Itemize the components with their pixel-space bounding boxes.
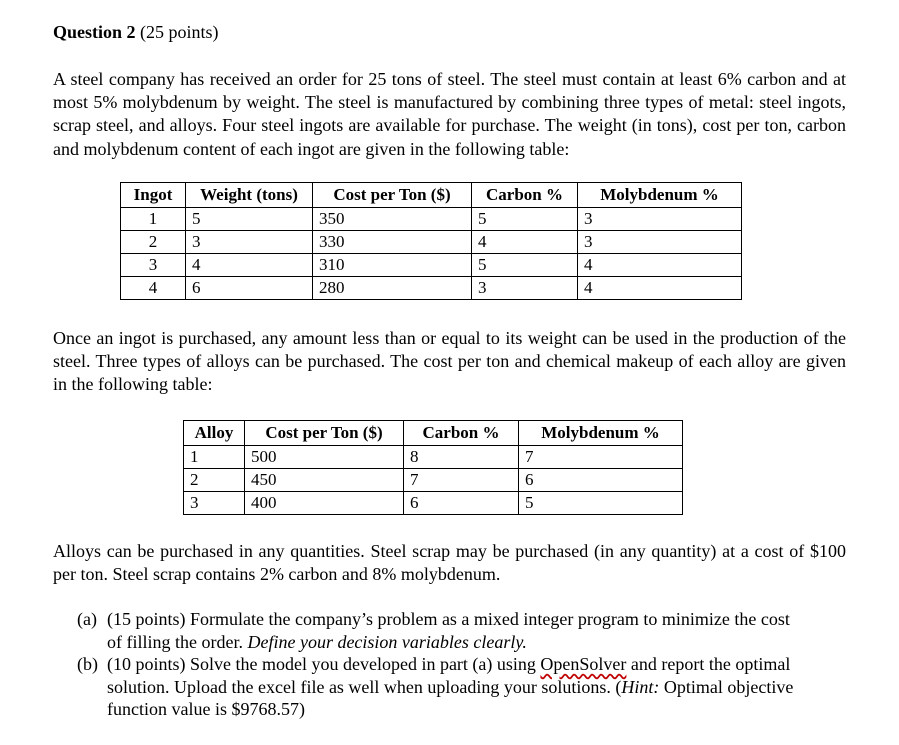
- table-cell: 1: [121, 208, 186, 231]
- table-cell: 4: [186, 254, 313, 277]
- table-cell: 5: [519, 492, 683, 515]
- table-cell: 3: [186, 231, 313, 254]
- table-cell: 7: [519, 446, 683, 469]
- part-a-italic: Define your decision variables clearly.: [247, 631, 527, 652]
- table-cell: 3: [472, 277, 578, 300]
- table-cell: 5: [186, 208, 313, 231]
- table-row: [121, 277, 742, 300]
- ingot-header-cost: Cost per Ton ($): [313, 183, 472, 208]
- table-cell: 4: [578, 277, 742, 300]
- table-cell: 7: [404, 469, 519, 492]
- table-cell: 4: [472, 231, 578, 254]
- question-heading: [53, 22, 219, 43]
- alloy-header-molybdenum: Molybdenum %: [519, 421, 683, 446]
- table-cell: 310: [313, 254, 472, 277]
- table-row: [121, 208, 742, 231]
- scrap-paragraph: Alloys can be purchased in any quantities. Steel scrap may be purchased (in any quantity) at a cost of $100 per ton. Steel scrap contains 2% carbon and 8% molybdenum.: [53, 541, 846, 585]
- table-cell: 400: [245, 492, 404, 515]
- ingot-table: [120, 182, 742, 300]
- part-a-text: (15 points) Formulate the company’s problem as a mixed integer program to minimize the cost of filling the order.: [107, 609, 790, 652]
- question-points: (25 points): [140, 22, 219, 42]
- intro-paragraph: A steel company has received an order for 25 tons of steel. The steel must contain at least 6% carbon and at most 5% molybdenum by weight. The steel is manufactured by combining three types of metal: steel ingots, scrap steel, and alloys. Four steel ingots are available for purchase. The weight (in tons), cost per ton, carbon and molybdenum content of each ingot are given in the following table:: [53, 69, 846, 159]
- table-cell: 6: [186, 277, 313, 300]
- table-cell: 6: [519, 469, 683, 492]
- table-cell: 3: [184, 492, 245, 515]
- table-cell: 350: [313, 208, 472, 231]
- ingot-table-header-row: [121, 183, 742, 208]
- alloy-header-cost: Cost per Ton ($): [245, 421, 404, 446]
- ingot-header-molybdenum: Molybdenum %: [578, 183, 742, 208]
- table-cell: 3: [578, 231, 742, 254]
- table-cell: 3: [578, 208, 742, 231]
- hint-text: Optimal objective function value is $9768.57): [107, 676, 794, 720]
- part-b-post: and report the optimal solution. Upload the excel file as well when uploading your solutions. (: [107, 654, 791, 697]
- alloy-table-header-row: [184, 421, 683, 446]
- table-row: [184, 446, 683, 469]
- table-cell: 6: [404, 492, 519, 515]
- ingot-header-weight: Weight (tons): [186, 183, 313, 208]
- table-cell: 4: [121, 277, 186, 300]
- part-a: [77, 608, 807, 653]
- question-parts: [77, 608, 807, 721]
- ingot-header-carbon: Carbon %: [472, 183, 578, 208]
- table-cell: 2: [184, 469, 245, 492]
- table-cell: 280: [313, 277, 472, 300]
- table-cell: 330: [313, 231, 472, 254]
- table-cell: 500: [245, 446, 404, 469]
- alloy-header-alloy: Alloy: [184, 421, 245, 446]
- middle-paragraph: Once an ingot is purchased, any amount less than or equal to its weight can be used in the production of the steel. Three types of alloys can be purchased. The cost per ton and chemical makeup of each alloy are given in the following table:: [53, 328, 846, 395]
- table-cell: 1: [184, 446, 245, 469]
- alloy-table: [183, 420, 683, 515]
- table-cell: 8: [404, 446, 519, 469]
- question-title: Question 2: [53, 22, 136, 42]
- ingot-header-ingot: Ingot: [121, 183, 186, 208]
- table-cell: 5: [472, 208, 578, 231]
- part-a-label: (a): [77, 609, 97, 629]
- part-b: [77, 653, 807, 721]
- table-row: [121, 231, 742, 254]
- part-b-label: (b): [77, 654, 98, 675]
- table-row: [184, 469, 683, 492]
- table-cell: 450: [245, 469, 404, 492]
- table-cell: 4: [578, 254, 742, 277]
- table-cell: 5: [472, 254, 578, 277]
- hint-label: Hint:: [621, 676, 660, 697]
- alloy-header-carbon: Carbon %: [404, 421, 519, 446]
- software-name: OpenSolver: [540, 654, 627, 675]
- table-row: [121, 254, 742, 277]
- table-row: [184, 492, 683, 515]
- part-b-pre: (10 points) Solve the model you developed in part (a) using: [107, 654, 536, 675]
- table-cell: 2: [121, 231, 186, 254]
- table-cell: 3: [121, 254, 186, 277]
